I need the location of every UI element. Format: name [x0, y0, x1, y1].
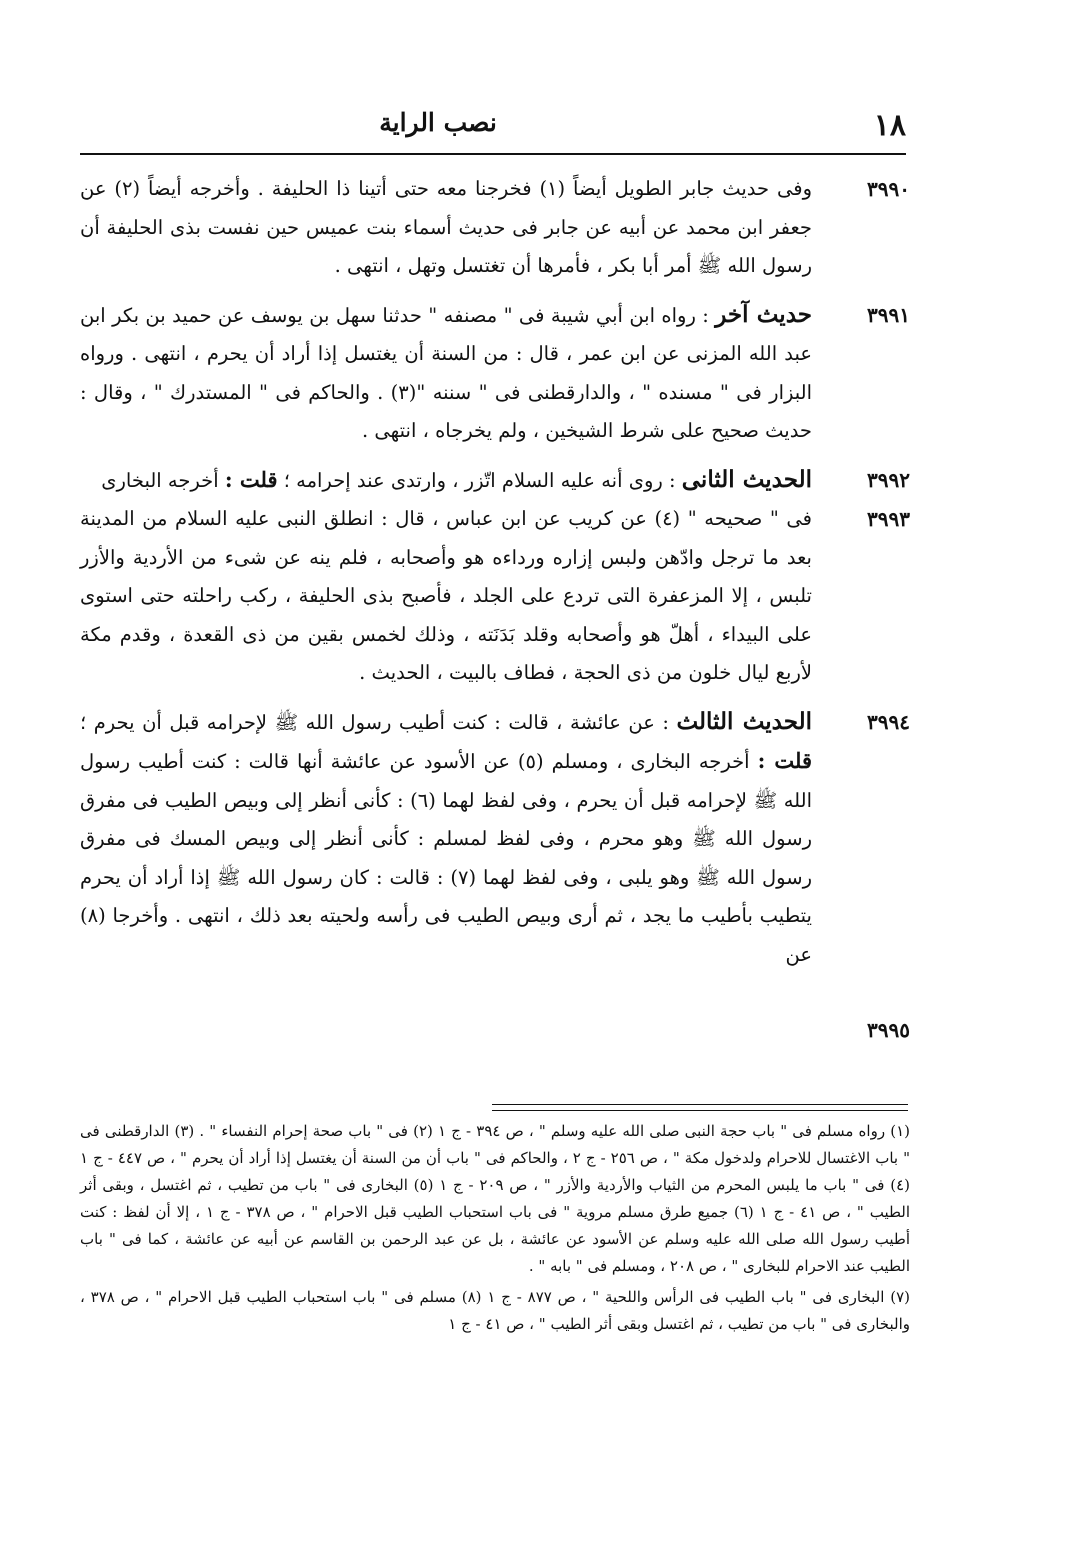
entry-number: ٣٩٩٠	[867, 177, 910, 201]
entry-text-continued: أخرجه البخارى	[101, 468, 219, 492]
entry-heading: الحديث الثانى	[681, 465, 812, 493]
entry-text-continued: أخرجه البخارى ، ومسلم (٥) عن الأسود عن عائشة أنها قالت : كنت أطيب رسول الله ﷺ لإحرامه قبل أن يحرم ، وفى لفظ لهما (٦) : كأنى أنظر إلى وبيص الطيب فى مفرق رسول الله ﷺ وهو محرم ، وفى لفظ لمسلم : كأنى أنظر إلى وبيص المسك فى مفرق رسول الله ﷺ وهو يلبى ، وفى لفظ لهما (٧) : قالت : كان رسول الله ﷺ إذا أراد أن يحرم يتطيب بأطيب ما يجد ، ثم أرى وبيص الطيب فى رأسه ولحيته بعد ذلك ، انتهى . وأخرجا (٨) عن	[80, 750, 812, 966]
main-text	[80, 170, 910, 1042]
entry-text: : روى أنه عليه السلام اتّزر ، وارتدى عند إحرامه ؛	[283, 468, 676, 492]
running-title: نصب الراية	[379, 108, 497, 137]
entry-number: ٣٩٩٣	[867, 507, 910, 531]
entry-text: : رواه ابن أبي شيبة فى " مصنفه " حدثنا سهل بن يوسف عن حميد بن بكر ابن عبد الله المزنى عن ابن عمر ، قال : من السنة أن يغتسل إذا أراد أن يحرم ، انتهى . ورواه البزار فى " مسنده " ، والدارقطنى فى " سننه "(٣) . والحاكم فى " المستدرك " ، وقال : حديث صحيح على شرط الشيخين ، ولم يخرجاه ، انتهى .	[80, 303, 812, 442]
hadith-entry-3992	[80, 461, 910, 501]
entry-number: ٣٩٩٤	[867, 709, 910, 734]
hadith-entry-3990	[80, 170, 910, 286]
entry-number-second: ٣٩٩٥	[867, 1017, 910, 1042]
entry-number: ٣٩٩٢	[867, 467, 910, 492]
hadith-entry-3993	[80, 500, 910, 693]
page-number: ١٨	[873, 108, 906, 143]
entry-heading: الحديث الثالث	[676, 707, 812, 735]
footnotes	[80, 1118, 910, 1342]
hadith-entry-3991	[80, 296, 910, 451]
entry-text: فى " صحيحه " (٤) عن كريب عن ابن عباس ، قال : انطلق النبى عليه السلام من المدينة بعد ما ترجل وادّهن ولبس إزاره ورداءه هو وأصحابه ، فلم ينه عن شىء من الأردية والأزر تلبس ، إلا المزعفرة التى تردع على الجلد ، فأصبح بذى الحليفة ، ركب راحلته حتى استوى على البيداء ، أهلّ هو وأصحابه وقلد بَدَنَته ، وذلك لخمس بقين من ذى القعدة ، وقدم مكة لأربع ليال خلون من ذى الحجة ، فطاف بالبيت ، الحديث .	[80, 507, 812, 684]
entry-number: ٣٩٩١	[867, 302, 910, 327]
header-rule	[80, 153, 906, 155]
footnote-text: (٧) البخارى فى " باب الطيب فى الرأس واللحية " ، ص ٨٧٧ - ج ١ (٨) مسلم فى " باب استحباب الطيب قبل الاحرام " ، ص ٣٧٨ ، والبخارى فى " باب من تطيب ، ثم اغتسل وبقى أثر الطيب " ، ص ٤١ - ج ١	[80, 1288, 911, 1333]
qult-marker: قلت :	[224, 466, 278, 492]
footnote-separator	[492, 1104, 908, 1111]
footnote-block	[80, 1284, 910, 1338]
page-header	[80, 104, 906, 148]
qult-marker: قلت :	[757, 748, 812, 773]
entry-text: وفى حديث جابر الطويل أيضاً (١) فخرجنا معه حتى أتينا ذا الحليفة . وأخرجه أيضاً (٢) عن جعفر ابن محمد عن أبيه عن جابر فى حديث أسماء بنت عميس حين نفست بذى الحليفة أن رسول الله ﷺ أمر أبا بكر ، فأمرها أن تغتسل وتهل ، انتهى .	[80, 177, 812, 277]
entry-text: : عن عائشة ، قالت : كنت أطيب رسول الله ﷺ لإحرامه قبل أن يحرم ؛	[80, 710, 669, 734]
entry-heading: حديث آخر	[715, 300, 812, 328]
footnote-block	[80, 1118, 910, 1280]
hadith-entry-3994	[80, 703, 910, 1042]
footnote-text: (١) رواه مسلم فى " باب حجة النبى صلى الله عليه وسلم " ، ص ٣٩٤ - ج ١ (٢) فى " باب صحة إحرام النفساء " . (٣) الدارقطنى فى " باب الاغتسال للاحرام ولدخول مكة " ، ص ٢٥٦ - ج ٢ ، والحاكم فى " باب أن من السنة أن يغتسل إذا أراد أن يحرم " ، ص ٤٤٧ - ج ١ (٤) فى " باب ما يلبس المحرم من الثياب والأردية والأزر " ، ص ٢٠٩ - ج ١ (٥) البخارى فى " باب من تطيب ، ثم اغتسل ، وبقى أثر الطيب " ، ص ٤١ - ج ١ (٦) جميع طرق مسلم مروية " فى باب استحباب الطيب قبل الاحرام " ، ص ٣٧٨ - ج ١ ، إلا أن لفظ : كنت أطيب رسول الله صلى الله عليه وسلم عن الأسود عن عائشة ، بل عن عبد الرحمن بن القاسم عن أبيه عن عائشة ، كما فى " باب الطيب عند الاحرام للبخارى " ، ص ٢٠٨ ، ومسلم فى " بابه " .	[80, 1122, 911, 1275]
